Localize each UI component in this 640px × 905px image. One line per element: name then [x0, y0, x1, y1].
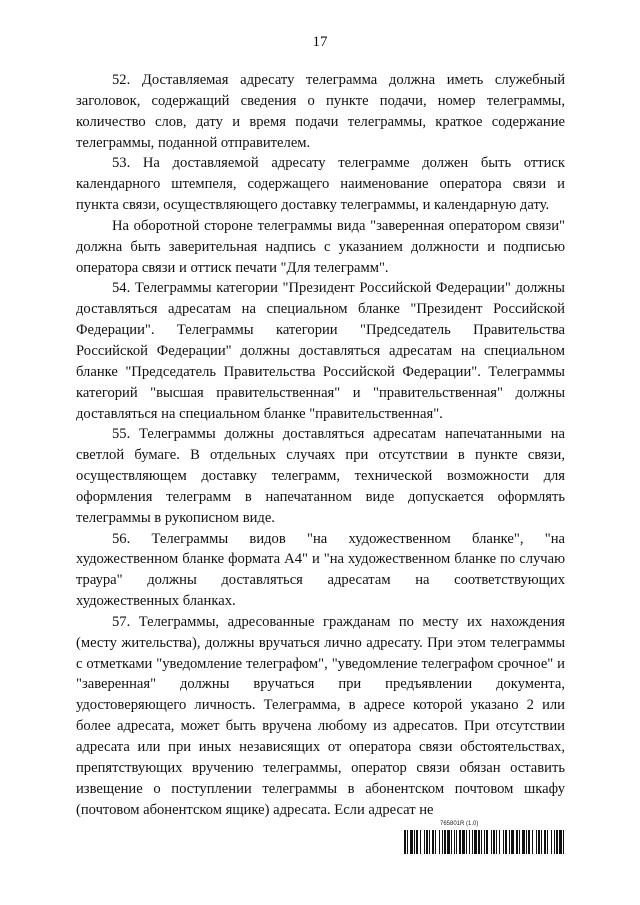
paragraph-54: 54. Телеграммы категории "Президент Российской Федерации" должны доставляться адресатам на специальном бланке "Президент Российской Федерации". Телеграммы категории "Председатель Правительства Российской Федерации" должны доставляться адресатам на специальном бланке "Председатель Правительства Российской Федерации". Телеграммы категорий "высшая правительственная" и "правительственная" должны доставляться на специальном бланке "правительственная".	[76, 280, 565, 422]
document-stamp	[404, 821, 566, 855]
barcode-bar	[547, 830, 548, 854]
barcode-bar	[472, 830, 473, 854]
paragraph-55: 55. Телеграммы должны доставляться адресатам напечатанными на светлой бумаге. В отдельных случаях при отсутствии в пункте связи, осуществляющем доставку телеграмм, технической возможности для оформления телеграмм в напечатанном виде допускается оформлять телеграммы в рукописном виде.	[76, 426, 565, 526]
barcode-bar	[481, 830, 482, 854]
barcode-bar	[556, 830, 558, 854]
barcode-bar	[536, 830, 537, 854]
barcode-bar	[538, 830, 540, 854]
paragraph-57: 57. Телеграммы, адресованные гражданам по месту их нахождения (месту жительства), должны вручаться лично адресату. При этом телеграммы с отметками "уведомление телеграфом", "уведомление телеграфом срочное" и "заверенная" должны вручаться при предъявлении документа, удостоверяющего личность. Телеграмма, в адресе которой указано 2 или более адресата, может быть вручена любому из адресатов. При отсутствии адресата или при иных независящих от оператора связи обстоятельствах, препятствующих вручению телеграммы, оператор связи обязан оставить извещение о поступлении телеграммы в абонентском почтовом шкафу (почтовом абонентском ящике) адресата. Если адресат не	[76, 613, 565, 818]
barcode-bar	[511, 830, 514, 854]
barcode-bar	[459, 830, 461, 854]
paragraph-56: 56. Телеграммы видов "на художественном бланке", "на художественном бланке формата А4" и "на художественном бланке по случаю траура" должны доставляться адресатам на соответствующих художественных бланках.	[76, 530, 565, 610]
barcode-bar	[454, 830, 455, 854]
barcode-bar	[429, 830, 430, 854]
barcode-bar	[503, 830, 504, 854]
stamp-code: 765801R (1.0)	[440, 821, 479, 827]
barcode-bar	[496, 830, 497, 854]
barcode-bar	[491, 830, 492, 854]
barcode-bar	[462, 830, 465, 854]
barcode-bar	[505, 830, 507, 854]
barcode-bar	[528, 830, 530, 854]
barcode-bar	[414, 830, 415, 854]
page-number: 17	[312, 34, 328, 50]
document-body	[76, 70, 565, 820]
barcode-bar	[442, 830, 443, 854]
barcode-bar	[478, 830, 480, 854]
barcode-bar	[439, 830, 440, 854]
barcode-bar	[522, 830, 525, 854]
barcode-bar	[404, 830, 406, 854]
barcode-bar	[474, 830, 477, 854]
barcode-bar	[469, 830, 470, 854]
barcode-bar	[509, 830, 510, 854]
barcode-bar	[516, 830, 518, 854]
barcode-bar	[559, 830, 562, 854]
barcode-bar	[410, 830, 413, 854]
barcode-bar	[444, 830, 446, 854]
barcode-bar	[563, 830, 564, 854]
barcode-bar	[551, 830, 552, 854]
barcode-bar	[541, 830, 542, 854]
barcode-bar	[456, 830, 457, 854]
barcode-bar	[486, 830, 488, 854]
barcode-bar	[519, 830, 520, 854]
barcode-bar	[426, 830, 428, 854]
barcode-bar	[544, 830, 546, 854]
barcode-bar	[416, 830, 418, 854]
paragraph-53: 53. На доставляемой адресату телеграмме должен быть оттиск календарного штемпеля, содержащего наименование оператора связи и пункта связи, осуществляющего доставку телеграммы, и календарную дату.	[76, 155, 565, 214]
barcode-bar	[451, 830, 452, 854]
barcode	[404, 830, 566, 854]
barcode-bar	[526, 830, 527, 854]
barcode-bar	[493, 830, 495, 854]
barcode-bar	[407, 830, 408, 854]
barcode-bar	[424, 830, 425, 854]
barcode-bar	[532, 830, 533, 854]
barcode-bar	[499, 830, 500, 854]
barcode-bar	[554, 830, 555, 854]
paragraph-52: 52. Доставляемая адресату телеграмма должна иметь служебный заголовок, содержащий сведения о пункте подачи, номер телеграммы, количество слов, дату и время подачи телеграммы, краткое содержание телеграммы, поданной отправителем.	[76, 72, 565, 151]
barcode-bar	[484, 830, 485, 854]
barcode-bar	[447, 830, 450, 854]
paragraph-53-reverse-side: На оборотной стороне телеграммы вида "заверенная оператором связи" должна быть заверительная надпись с указанием должности и подписью оператора связи и оттиск печати "Для телеграмм".	[76, 217, 565, 276]
barcode-bar	[466, 830, 467, 854]
barcode-bar	[420, 830, 421, 854]
barcode-bar	[435, 830, 436, 854]
barcode-bar	[432, 830, 434, 854]
